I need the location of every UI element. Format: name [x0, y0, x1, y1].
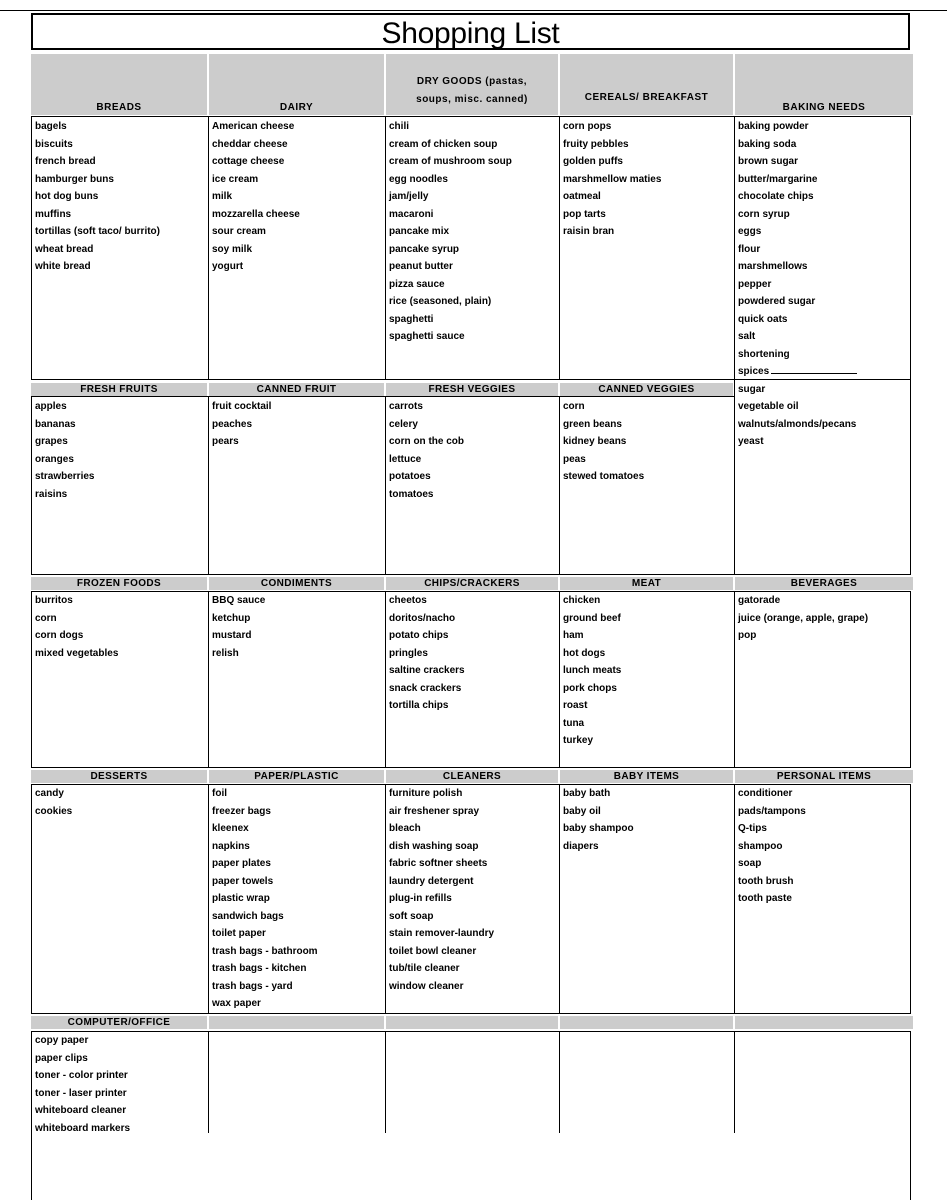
list-item: American cheese — [212, 121, 295, 132]
header-chips-crackers: CHIPS/CRACKERS — [386, 577, 558, 590]
list-item: toilet paper — [212, 928, 266, 939]
canned-veggies-list — [563, 398, 644, 486]
list-item: ice cream — [212, 173, 259, 185]
header-blank — [386, 1016, 558, 1029]
list-item: raisin bran — [563, 226, 615, 237]
list-item: stewed tomatoes — [563, 471, 645, 482]
row5-divider — [385, 1031, 386, 1133]
header-dairy-label: DAIRY — [279, 102, 314, 113]
list-item: chocolate chips — [738, 191, 814, 202]
list-item: soap — [738, 858, 762, 869]
row5-divider — [734, 1031, 735, 1133]
list-item: chicken — [563, 595, 601, 606]
list-item: fabric softner sheets — [389, 858, 488, 869]
list-item: ketchup — [212, 612, 251, 624]
row3-divider — [385, 591, 386, 768]
row4-divider — [734, 784, 735, 1014]
list-item: oranges — [35, 453, 74, 465]
cleaners-list — [389, 785, 494, 995]
dairy-list — [212, 118, 300, 276]
header-meat: MEAT — [560, 577, 733, 590]
list-item: peas — [563, 453, 586, 465]
list-item: copy paper — [35, 1035, 89, 1046]
list-item: stain remover-laundry — [389, 928, 495, 939]
list-item: macaroni — [389, 208, 434, 220]
list-item: corn dogs — [35, 630, 84, 641]
list-item: gatorade — [738, 595, 781, 606]
list-item: carrots — [389, 401, 423, 412]
list-item: walnuts/almonds/pecans — [738, 418, 857, 430]
list-item: pop tarts — [563, 208, 606, 220]
list-item: plug-in refills — [389, 893, 452, 904]
header-breads-label: BREADS — [96, 102, 142, 113]
list-item: cookies — [35, 805, 73, 817]
list-item: cream of mushroom soup — [389, 156, 512, 167]
list-item: bananas — [35, 418, 76, 430]
list-item: juice (orange, apple, grape) — [738, 612, 869, 624]
list-item: cheddar cheese — [212, 138, 288, 150]
list-item: milk — [212, 191, 233, 202]
list-item: apples — [35, 401, 67, 412]
baby-items-list — [563, 785, 634, 855]
list-item: grapes — [35, 436, 68, 447]
row3-divider — [734, 591, 735, 768]
condiments-list — [212, 592, 265, 662]
list-item: pancake mix — [389, 226, 450, 237]
list-item: baking powder — [738, 121, 809, 132]
list-item: sour cream — [212, 226, 266, 237]
list-item: mozzarella cheese — [212, 208, 300, 220]
list-item: diapers — [563, 840, 599, 852]
list-item: sugar — [738, 383, 766, 395]
list-item: celery — [389, 418, 418, 430]
header-condiments: CONDIMENTS — [209, 577, 384, 590]
list-item: pepper — [738, 278, 772, 290]
list-item: yogurt — [212, 261, 244, 272]
row3-divider — [559, 591, 560, 768]
list-item: egg noodles — [389, 173, 448, 185]
list-item: fruit cocktail — [212, 401, 272, 412]
left-border-extension — [31, 1133, 32, 1200]
header-cereals-label: CEREALS/ BREAKFAST — [584, 92, 709, 103]
list-item: fruity pebbles — [563, 138, 629, 150]
header-baking — [735, 54, 913, 115]
list-item: paper plates — [212, 858, 271, 869]
header-blank — [735, 1016, 913, 1029]
list-item: kleenex — [212, 823, 249, 834]
list-item: dish washing soap — [389, 840, 479, 852]
right-border-extension — [910, 1032, 911, 1200]
list-item: tortillas (soft taco/ burrito) — [35, 226, 160, 237]
title-box — [31, 13, 910, 50]
row5-divider — [208, 1031, 209, 1133]
list-item: pizza sauce — [389, 278, 445, 290]
row5-box — [31, 1031, 911, 1133]
list-item: peaches — [212, 418, 253, 430]
header-desserts: DESSERTS — [31, 770, 207, 783]
row4-divider — [385, 784, 386, 1014]
header-blank — [560, 1016, 733, 1029]
header-blank — [209, 1016, 384, 1029]
list-item: oatmeal — [563, 191, 601, 202]
header-fresh-fruits: FRESH FRUITS — [31, 383, 207, 396]
row1-divider — [208, 116, 209, 380]
list-item: BBQ sauce — [212, 595, 266, 606]
header-dry-goods — [386, 54, 558, 115]
list-item: baby shampoo — [563, 823, 634, 834]
list-item: pears — [212, 436, 239, 447]
list-item: bagels — [35, 121, 67, 132]
list-item: bleach — [389, 823, 421, 834]
list-item: burritos — [35, 595, 73, 606]
list-item: lettuce — [389, 453, 422, 465]
canned-fruit-list — [212, 398, 271, 451]
list-item: snack crackers — [389, 682, 462, 694]
list-item: golden puffs — [563, 156, 623, 167]
page-top-rule — [0, 10, 947, 11]
list-item: pork chops — [563, 682, 617, 694]
list-item: ham — [563, 630, 584, 641]
header-canned-veggies: CANNED VEGGIES — [560, 383, 733, 396]
list-item: window cleaner — [389, 980, 464, 992]
list-item: roast — [563, 700, 588, 711]
frozen-foods-list — [35, 592, 118, 662]
list-item: plastic wrap — [212, 893, 270, 904]
list-item: corn — [563, 401, 585, 412]
row1-divider — [385, 116, 386, 380]
meat-list — [563, 592, 621, 750]
list-item: lunch meats — [563, 665, 622, 676]
list-item: trash bags - yard — [212, 980, 293, 992]
list-item: shortening — [738, 348, 790, 360]
header-canned-fruit: CANNED FRUIT — [209, 383, 384, 396]
list-item: paper towels — [212, 875, 274, 887]
list-item: wax paper — [212, 998, 261, 1009]
list-item: toilet bowl cleaner — [389, 945, 477, 957]
list-item: white bread — [35, 261, 91, 272]
list-item: Q-tips — [738, 823, 767, 834]
spices-blank-line[interactable] — [771, 364, 857, 374]
list-item: marshmellow maties — [563, 173, 662, 185]
list-item: pads/tampons — [738, 805, 806, 817]
list-item: baby oil — [563, 805, 601, 817]
fresh-veggies-list — [389, 398, 464, 503]
list-item: flour — [738, 243, 761, 255]
list-item: foil — [212, 788, 227, 799]
header-paper-plastic: PAPER/PLASTIC — [209, 770, 384, 783]
header-beverages: BEVERAGES — [735, 577, 913, 590]
list-item: tooth paste — [738, 893, 792, 904]
list-item: sandwich bags — [212, 910, 284, 922]
list-item: toner - color printer — [35, 1070, 128, 1081]
list-item: brown sugar — [738, 156, 799, 167]
spices-label: spices — [738, 366, 770, 377]
row4-divider — [208, 784, 209, 1014]
list-item: pop — [738, 630, 757, 641]
list-item: chili — [389, 121, 410, 132]
paper-plastic-list — [212, 785, 318, 1013]
list-item: soft soap — [389, 910, 434, 922]
list-item: muffins — [35, 208, 72, 220]
list-item: trash bags - bathroom — [212, 945, 318, 957]
list-item: air freshener spray — [389, 805, 480, 817]
list-item: mixed vegetables — [35, 647, 119, 659]
list-item: raisins — [35, 488, 68, 500]
list-item: quick oats — [738, 313, 788, 325]
header-dry-goods-label: DRY GOODS (pastas, soups, misc. canned) — [416, 76, 528, 105]
list-item: tub/tile cleaner — [389, 963, 460, 974]
list-item: hamburger buns — [35, 173, 114, 185]
header-personal-items: PERSONAL ITEMS — [735, 770, 913, 783]
baking-list — [738, 118, 857, 451]
list-item: corn pops — [563, 121, 612, 132]
list-item: cream of chicken soup — [389, 138, 498, 150]
list-item: trash bags - kitchen — [212, 963, 307, 974]
list-item: corn — [35, 612, 57, 624]
desserts-list — [35, 785, 72, 820]
list-item: powdered sugar — [738, 296, 816, 307]
list-item: hot dogs — [563, 647, 606, 659]
list-item: spaghetti — [389, 313, 434, 325]
list-item: doritos/nacho — [389, 612, 456, 624]
list-item: salt — [738, 331, 756, 342]
list-item: hot dog buns — [35, 191, 99, 202]
breads-list — [35, 118, 160, 276]
list-item: green beans — [563, 418, 622, 430]
list-item: napkins — [212, 840, 250, 852]
list-item: french bread — [35, 156, 96, 167]
list-item: rice (seasoned, plain) — [389, 296, 492, 307]
header-computer-office: COMPUTER/OFFICE — [31, 1016, 207, 1029]
list-item: paper clips — [35, 1052, 88, 1064]
row5-divider — [559, 1031, 560, 1133]
list-item: jam/jelly — [389, 191, 429, 202]
list-item: yeast — [738, 436, 764, 447]
list-item: marshmellows — [738, 261, 808, 272]
list-item: soy milk — [212, 243, 253, 255]
list-item: corn on the cob — [389, 436, 464, 447]
fresh-fruits-list — [35, 398, 94, 503]
header-baking-label: BAKING NEEDS — [782, 102, 866, 113]
row3-divider — [208, 591, 209, 768]
list-item — [738, 363, 857, 381]
row2-divider — [559, 396, 560, 575]
list-item: whiteboard markers — [35, 1122, 131, 1134]
list-item: whiteboard cleaner — [35, 1105, 127, 1116]
list-item: ground beef — [563, 612, 621, 624]
list-item: turkey — [563, 735, 594, 746]
list-item: tomatoes — [389, 488, 434, 500]
list-item: butter/margarine — [738, 173, 818, 185]
header-baby-items: BABY ITEMS — [560, 770, 733, 783]
list-item: toner - laser printer — [35, 1087, 127, 1099]
list-item: cheetos — [389, 595, 427, 606]
list-item: laundry detergent — [389, 875, 474, 887]
list-item: corn syrup — [738, 208, 790, 220]
list-item: biscuits — [35, 138, 73, 150]
header-frozen-foods: FROZEN FOODS — [31, 577, 207, 590]
row4-divider — [559, 784, 560, 1014]
list-item: tortilla chips — [389, 700, 449, 711]
list-item: baking soda — [738, 138, 797, 150]
list-item: strawberries — [35, 471, 95, 482]
list-item: pringles — [389, 647, 428, 659]
personal-items-list — [738, 785, 806, 908]
list-item: eggs — [738, 226, 762, 237]
list-item: potatoes — [389, 471, 431, 482]
beverages-list — [738, 592, 868, 645]
list-item: mustard — [212, 630, 252, 641]
header-dairy — [209, 54, 384, 115]
list-item: furniture polish — [389, 788, 463, 799]
list-item: kidney beans — [563, 436, 627, 447]
list-item: freezer bags — [212, 805, 271, 817]
row2-divider — [385, 396, 386, 575]
list-item: tooth brush — [738, 875, 794, 887]
page-title: Shopping List — [381, 17, 560, 50]
dry-goods-list — [389, 118, 512, 346]
list-item: relish — [212, 647, 239, 659]
list-item: baby bath — [563, 788, 611, 799]
list-item: potato chips — [389, 630, 449, 641]
row2-divider — [208, 396, 209, 575]
row1-divider — [559, 116, 560, 380]
list-item: spaghetti sauce — [389, 331, 465, 342]
list-item: peanut butter — [389, 261, 453, 272]
list-item: shampoo — [738, 840, 783, 852]
header-cleaners: CLEANERS — [386, 770, 558, 783]
computer-office-list — [35, 1032, 130, 1137]
list-item: saltine crackers — [389, 665, 465, 676]
list-item: tuna — [563, 717, 585, 729]
list-item: cottage cheese — [212, 156, 285, 167]
cereals-list — [563, 118, 661, 241]
list-item: candy — [35, 788, 64, 799]
list-item: vegetable oil — [738, 401, 799, 412]
header-cereals — [560, 54, 733, 115]
list-item: conditioner — [738, 788, 793, 799]
list-item: wheat bread — [35, 243, 94, 255]
header-breads — [31, 54, 207, 115]
header-fresh-veggies: FRESH VEGGIES — [386, 383, 558, 396]
chips-crackers-list — [389, 592, 465, 715]
list-item: pancake syrup — [389, 243, 460, 255]
